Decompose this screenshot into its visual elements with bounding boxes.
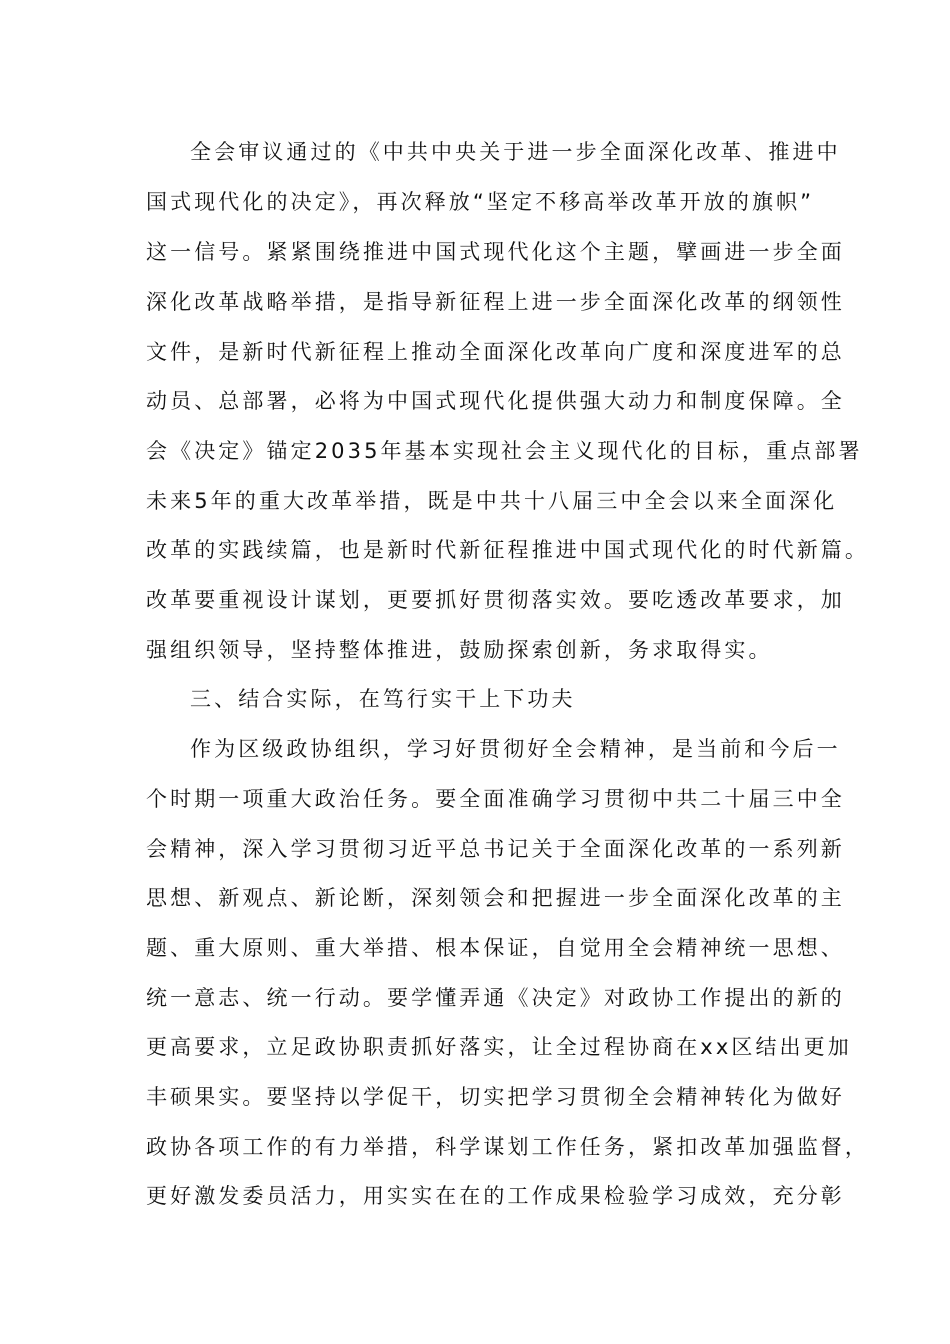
paragraph-line: 会精神，深入学习贯彻习近平总书记关于全面深化改革的一系列新 bbox=[146, 837, 845, 861]
paragraph-line: 个时期一项重大政治任务。要全面准确学习贯彻中共二十届三中全 bbox=[146, 787, 845, 811]
paragraph-line: 未来5年的重大改革举措，既是中共十八届三中全会以来全面深化 bbox=[146, 489, 838, 513]
paragraph-line: 题、重大原则、重大举措、根本保证，自觉用全会精神统一思想、 bbox=[146, 936, 845, 960]
paragraph-line: 这一信号。紧紧围绕推进中国式现代化这个主题，擘画进一步全面 bbox=[146, 240, 845, 264]
paragraph-line: 动员、总部署，必将为中国式现代化提供强大动力和制度保障。全 bbox=[146, 389, 845, 413]
paragraph-line: 统一意志、统一行动。要学懂弄通《决定》对政协工作提出的新的 bbox=[146, 986, 845, 1010]
paragraph-line: 文件，是新时代新征程上推动全面深化改革向广度和深度进军的总 bbox=[146, 340, 845, 364]
paragraph-line: 国式现代化的决定》，再次释放“坚定不移高举改革开放的旗帜” bbox=[146, 190, 815, 214]
paragraph-line: 全会审议通过的《中共中央关于进一步全面深化改革、推进中 bbox=[190, 140, 841, 164]
paragraph-line: 更高要求，立足政协职责抓好落实，让全过程协商在xx区结出更加 bbox=[146, 1035, 852, 1059]
paragraph-line: 作为区级政协组织，学习好贯彻好全会精神，是当前和今后一 bbox=[190, 737, 841, 761]
paragraph-line: 思想、新观点、新论断，深刻领会和把握进一步全面深化改革的主 bbox=[146, 886, 845, 910]
paragraph-line: 更好激发委员活力，用实实在在的工作成果检验学习成效，充分彰 bbox=[146, 1184, 845, 1208]
paragraph-line: 改革要重视设计谋划，更要抓好贯彻落实效。要吃透改革要求，加 bbox=[146, 588, 845, 612]
paragraph-line: 丰硕果实。要坚持以学促干，切实把学习贯彻全会精神转化为做好 bbox=[146, 1085, 845, 1109]
paragraph-line: 深化改革战略举措，是指导新征程上进一步全面深化改革的纲领性 bbox=[146, 290, 845, 314]
paragraph-line: 强组织领导，坚持整体推进，鼓励探索创新，务求取得实。 bbox=[146, 638, 773, 662]
paragraph-line: 政协各项工作的有力举措，科学谋划工作任务，紧扣改革加强监督， bbox=[146, 1135, 869, 1159]
paragraph-line: 会《决定》锚定2035年基本实现社会主义现代化的目标，重点部署 bbox=[146, 439, 863, 463]
section-heading: 三、结合实际，在笃行实干上下功夫 bbox=[190, 687, 576, 711]
paragraph-line: 改革的实践续篇，也是新时代新征程推进中国式现代化的时代新篇。 bbox=[146, 538, 869, 562]
